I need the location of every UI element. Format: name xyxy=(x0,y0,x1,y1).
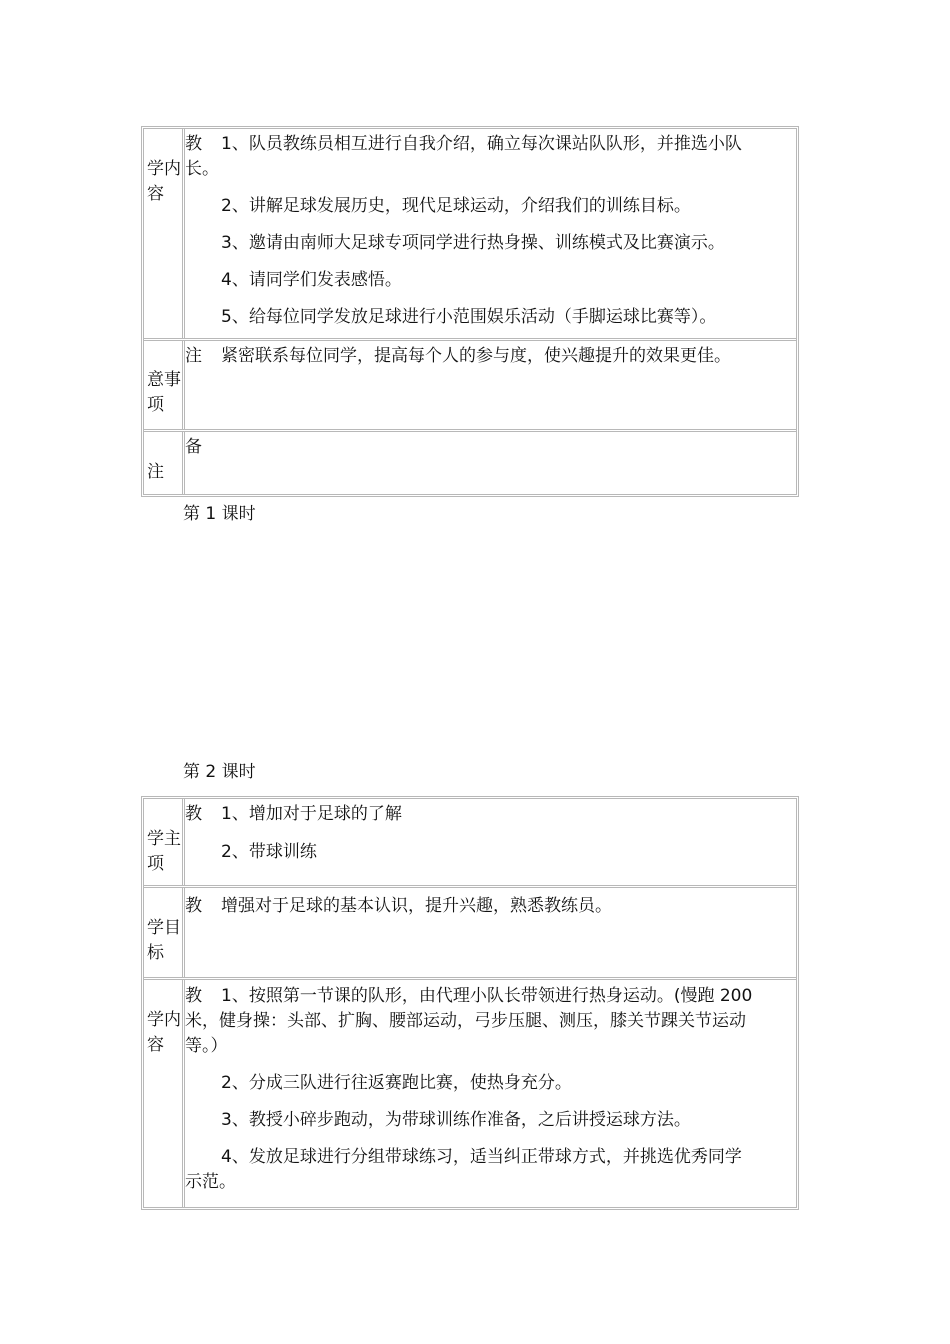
row-teaching-content xyxy=(144,980,796,1207)
content-line: 3、教授小碎步跑动，为带球训练作准备，之后讲授运球方法。 xyxy=(221,1110,691,1130)
row-label: 学内容 xyxy=(147,159,181,204)
row-label-cell xyxy=(144,980,185,1207)
content-line: 2、分成三队进行往返赛跑比赛，使热身充分。 xyxy=(221,1073,572,1093)
row-label-head: 教 xyxy=(185,986,202,1006)
content-line: 米，健身操：头部、扩胸、腰部运动，弓步压腿、测压，膝关节踝关节运动 xyxy=(185,1011,746,1031)
row-content-cell xyxy=(185,432,796,494)
content-line: 3、邀请由南师大足球专项同学进行热身操、训练模式及比赛演示。 xyxy=(221,233,725,253)
lesson-table-2 xyxy=(141,796,799,1210)
content-line: 增强对于足球的基本认识，提升兴趣，熟悉教练员。 xyxy=(221,896,612,916)
row-label: 意事项 xyxy=(147,370,181,415)
row-notes xyxy=(144,341,796,432)
content-line: 1、增加对于足球的了解 xyxy=(221,804,402,824)
content-line: 2、带球训练 xyxy=(221,842,317,862)
row-content-cell xyxy=(185,799,796,885)
row-label-cell xyxy=(144,888,185,977)
content-line: 4、请同学们发表感悟。 xyxy=(221,270,402,290)
lesson-caption-1: 第 1 课时 xyxy=(183,504,256,524)
row-label-cell xyxy=(144,799,185,885)
content-line: 紧密联系每位同学，提高每个人的参与度，使兴趣提升的效果更佳。 xyxy=(221,346,731,366)
content-line: 4、发放足球进行分组带球练习，适当纠正带球方式，并挑选优秀同学 xyxy=(221,1147,742,1167)
row-label-head: 注 xyxy=(185,346,202,366)
content-line: 1、队员教练员相互进行自我介绍，确立每次课站队队形，并推选小队 xyxy=(221,134,742,154)
row-goals xyxy=(144,888,796,980)
row-label-head: 教 xyxy=(185,896,202,916)
row-label-cell xyxy=(144,341,185,429)
lesson-caption-2: 第 2 课时 xyxy=(183,762,256,782)
row-content-cell xyxy=(185,888,796,977)
row-label-head: 备 xyxy=(185,437,202,457)
row-label: 注 xyxy=(147,462,164,482)
row-content-cell xyxy=(185,980,796,1207)
row-label: 学主项 xyxy=(147,829,181,874)
row-label: 学目标 xyxy=(147,918,181,963)
content-line: 长。 xyxy=(185,159,219,179)
row-label-cell xyxy=(144,432,185,494)
row-content-cell xyxy=(185,341,796,429)
content-line: 2、讲解足球发展历史，现代足球运动，介绍我们的训练目标。 xyxy=(221,196,691,216)
row-label-cell xyxy=(144,129,185,338)
content-line: 1、按照第一节课的队形，由代理小队长带领进行热身运动。(慢跑 200 xyxy=(221,986,753,1006)
content-line: 示范。 xyxy=(185,1172,236,1192)
content-line: 等。） xyxy=(185,1036,228,1056)
row-teaching-content xyxy=(144,129,796,341)
row-label-head: 教 xyxy=(185,134,202,154)
row-label: 学内容 xyxy=(147,1010,181,1055)
row-main-items xyxy=(144,799,796,888)
lesson-table-1 xyxy=(141,126,799,497)
row-content-cell xyxy=(185,129,796,338)
row-label-head: 教 xyxy=(185,804,202,824)
content-line: 5、给每位同学发放足球进行小范围娱乐活动（手脚运球比赛等）。 xyxy=(221,307,717,327)
row-remarks xyxy=(144,432,796,494)
